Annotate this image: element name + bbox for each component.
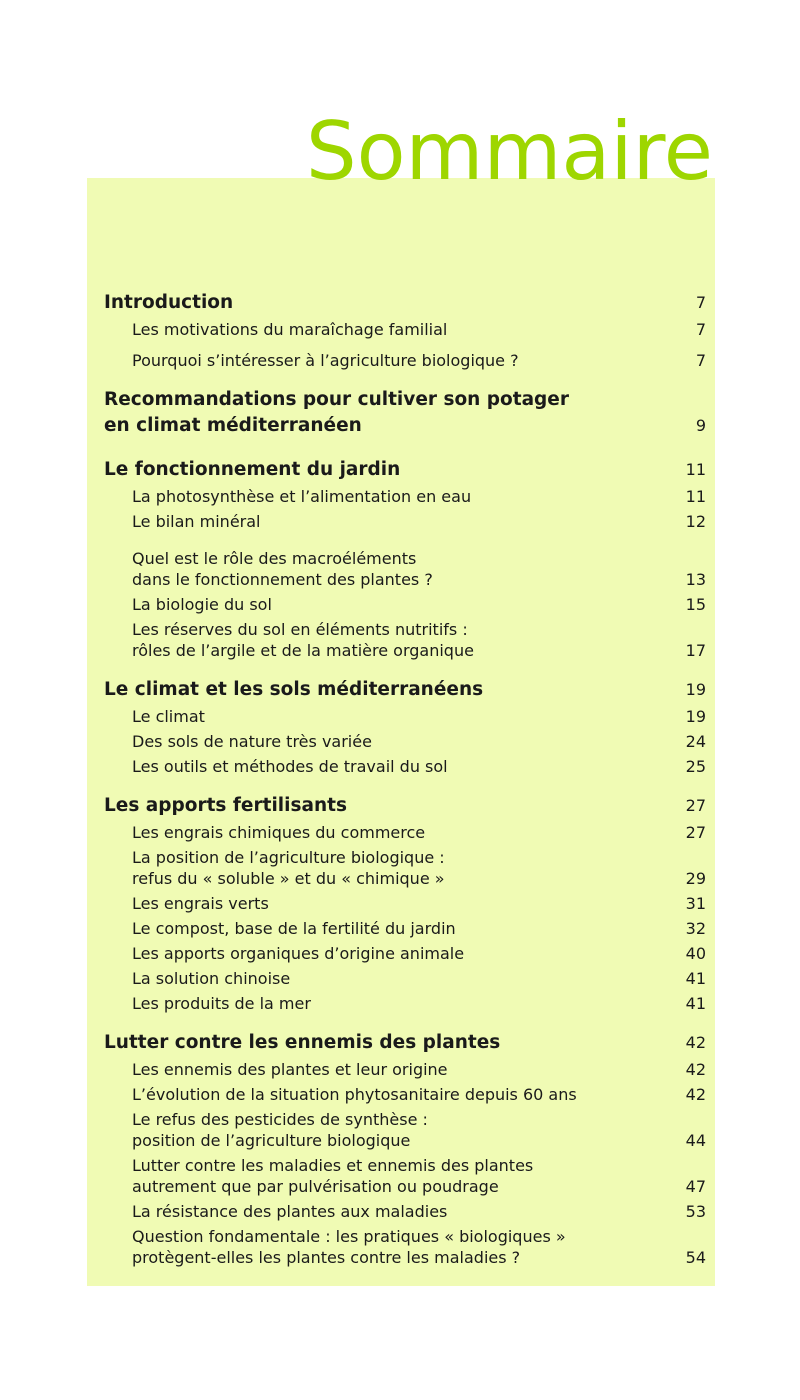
toc-entry[interactable] <box>104 706 706 727</box>
toc-section-heading[interactable] <box>104 1030 706 1056</box>
toc-entry[interactable] <box>104 1084 706 1105</box>
toc-entry[interactable] <box>104 511 706 532</box>
entry-title: Le compost, base de la fertilité du jardin <box>132 919 456 938</box>
entry-page-number: 40 <box>685 944 706 963</box>
entry-title: La biologie du sol <box>132 595 272 614</box>
page-title: Sommaire <box>305 105 713 198</box>
entry-title: Les produits de la mer <box>132 994 311 1013</box>
entry-page-number: 24 <box>685 732 706 751</box>
toc-entry[interactable] <box>104 619 706 661</box>
toc-section-heading[interactable] <box>104 457 706 483</box>
entry-title: Pourquoi s’intéresser à l’agriculture biologique ? <box>132 351 519 370</box>
entry-title: Les engrais chimiques du commerce <box>132 823 426 842</box>
section-title: Introduction <box>104 292 234 313</box>
entry-title: Le climat <box>132 707 205 726</box>
entry-page-number: 11 <box>685 487 706 506</box>
toc-section <box>104 793 706 1014</box>
toc-entry[interactable] <box>104 1059 706 1080</box>
toc-entry[interactable] <box>104 1155 706 1197</box>
entry-page-number: 15 <box>685 595 706 614</box>
entry-title: Les ennemis des plantes et leur origine <box>132 1060 448 1079</box>
entry-title: La résistance des plantes aux maladies <box>132 1202 448 1221</box>
toc-section <box>104 457 706 661</box>
entry-page-number: 44 <box>685 1131 706 1150</box>
section-page-number: 42 <box>685 1033 706 1052</box>
toc-entry[interactable] <box>104 1226 706 1268</box>
entry-title: La photosynthèse et l’alimentation en eau <box>132 487 472 506</box>
entry-page-number: 41 <box>685 969 706 988</box>
toc-section <box>104 387 706 439</box>
section-title: Le fonctionnement du jardin <box>104 459 401 480</box>
toc-entry[interactable] <box>104 893 706 914</box>
toc-entry[interactable] <box>104 548 706 590</box>
entry-title: Les motivations du maraîchage familial <box>132 320 448 339</box>
entry-title: Les outils et méthodes de travail du sol <box>132 757 448 776</box>
section-page-number: 9 <box>695 416 706 435</box>
entry-page-number: 27 <box>685 823 706 842</box>
entry-title: La position de l’agriculture biologique : refus du « soluble » et du « chimique » <box>132 848 445 888</box>
entry-title: L’évolution de la situation phytosanitaire depuis 60 ans <box>132 1085 577 1104</box>
entry-page-number: 54 <box>685 1248 706 1267</box>
entry-page-number: 13 <box>685 570 706 589</box>
table-of-contents <box>104 290 706 1284</box>
toc-entry[interactable] <box>104 943 706 964</box>
entry-page-number: 29 <box>685 869 706 888</box>
section-page-number: 7 <box>695 293 706 312</box>
section-page-number: 27 <box>685 796 706 815</box>
toc-entry[interactable] <box>104 319 706 340</box>
entry-page-number: 47 <box>685 1177 706 1196</box>
entry-title: Lutter contre les maladies et ennemis des plantes autrement que par pulvérisation ou poudrage <box>132 1156 534 1196</box>
toc-entry[interactable] <box>104 594 706 615</box>
entry-title: Des sols de nature très variée <box>132 732 372 751</box>
entry-page-number: 19 <box>685 707 706 726</box>
entry-title: Le bilan minéral <box>132 512 261 531</box>
entry-title: Les engrais verts <box>132 894 269 913</box>
toc-entry[interactable] <box>104 486 706 507</box>
entry-title: Le refus des pesticides de synthèse : position de l’agriculture biologique <box>132 1110 428 1150</box>
toc-section <box>104 1030 706 1268</box>
toc-entry[interactable] <box>104 1201 706 1222</box>
entry-title: Les réserves du sol en éléments nutritifs : rôles de l’argile et de la matière organique <box>132 620 474 660</box>
toc-entry[interactable] <box>104 822 706 843</box>
toc-section <box>104 677 706 777</box>
toc-entry[interactable] <box>104 350 706 371</box>
toc-entry[interactable] <box>104 756 706 777</box>
toc-entry[interactable] <box>104 918 706 939</box>
entry-page-number: 7 <box>695 320 706 339</box>
section-title: Les apports fertilisants <box>104 795 347 816</box>
entry-page-number: 17 <box>685 641 706 660</box>
toc-entry[interactable] <box>104 1109 706 1151</box>
toc-section-heading[interactable] <box>104 387 706 439</box>
entry-page-number: 42 <box>685 1085 706 1104</box>
toc-section-heading[interactable] <box>104 290 706 316</box>
entry-title: Quel est le rôle des macroéléments dans le fonctionnement des plantes ? <box>132 549 433 589</box>
section-title: Le climat et les sols méditerranéens <box>104 679 484 700</box>
entry-page-number: 12 <box>685 512 706 531</box>
toc-entry[interactable] <box>104 968 706 989</box>
section-page-number: 19 <box>685 680 706 699</box>
toc-entry[interactable] <box>104 993 706 1014</box>
entry-page-number: 53 <box>685 1202 706 1221</box>
entry-page-number: 32 <box>685 919 706 938</box>
entry-page-number: 41 <box>685 994 706 1013</box>
entry-page-number: 42 <box>685 1060 706 1079</box>
toc-section-heading[interactable] <box>104 793 706 819</box>
entry-title: Question fondamentale : les pratiques « biologiques » protègent-elles les plantes contre les maladies ? <box>132 1227 566 1267</box>
toc-entry[interactable] <box>104 731 706 752</box>
toc-section <box>104 290 706 371</box>
section-title: Recommandations pour cultiver son potager en climat méditerranéen <box>104 389 569 436</box>
toc-entry[interactable] <box>104 847 706 889</box>
entry-page-number: 7 <box>695 351 706 370</box>
section-title: Lutter contre les ennemis des plantes <box>104 1032 501 1053</box>
entry-page-number: 25 <box>685 757 706 776</box>
entry-page-number: 31 <box>685 894 706 913</box>
entry-title: Les apports organiques d’origine animale <box>132 944 465 963</box>
section-page-number: 11 <box>685 460 706 479</box>
toc-section-heading[interactable] <box>104 677 706 703</box>
entry-title: La solution chinoise <box>132 969 291 988</box>
